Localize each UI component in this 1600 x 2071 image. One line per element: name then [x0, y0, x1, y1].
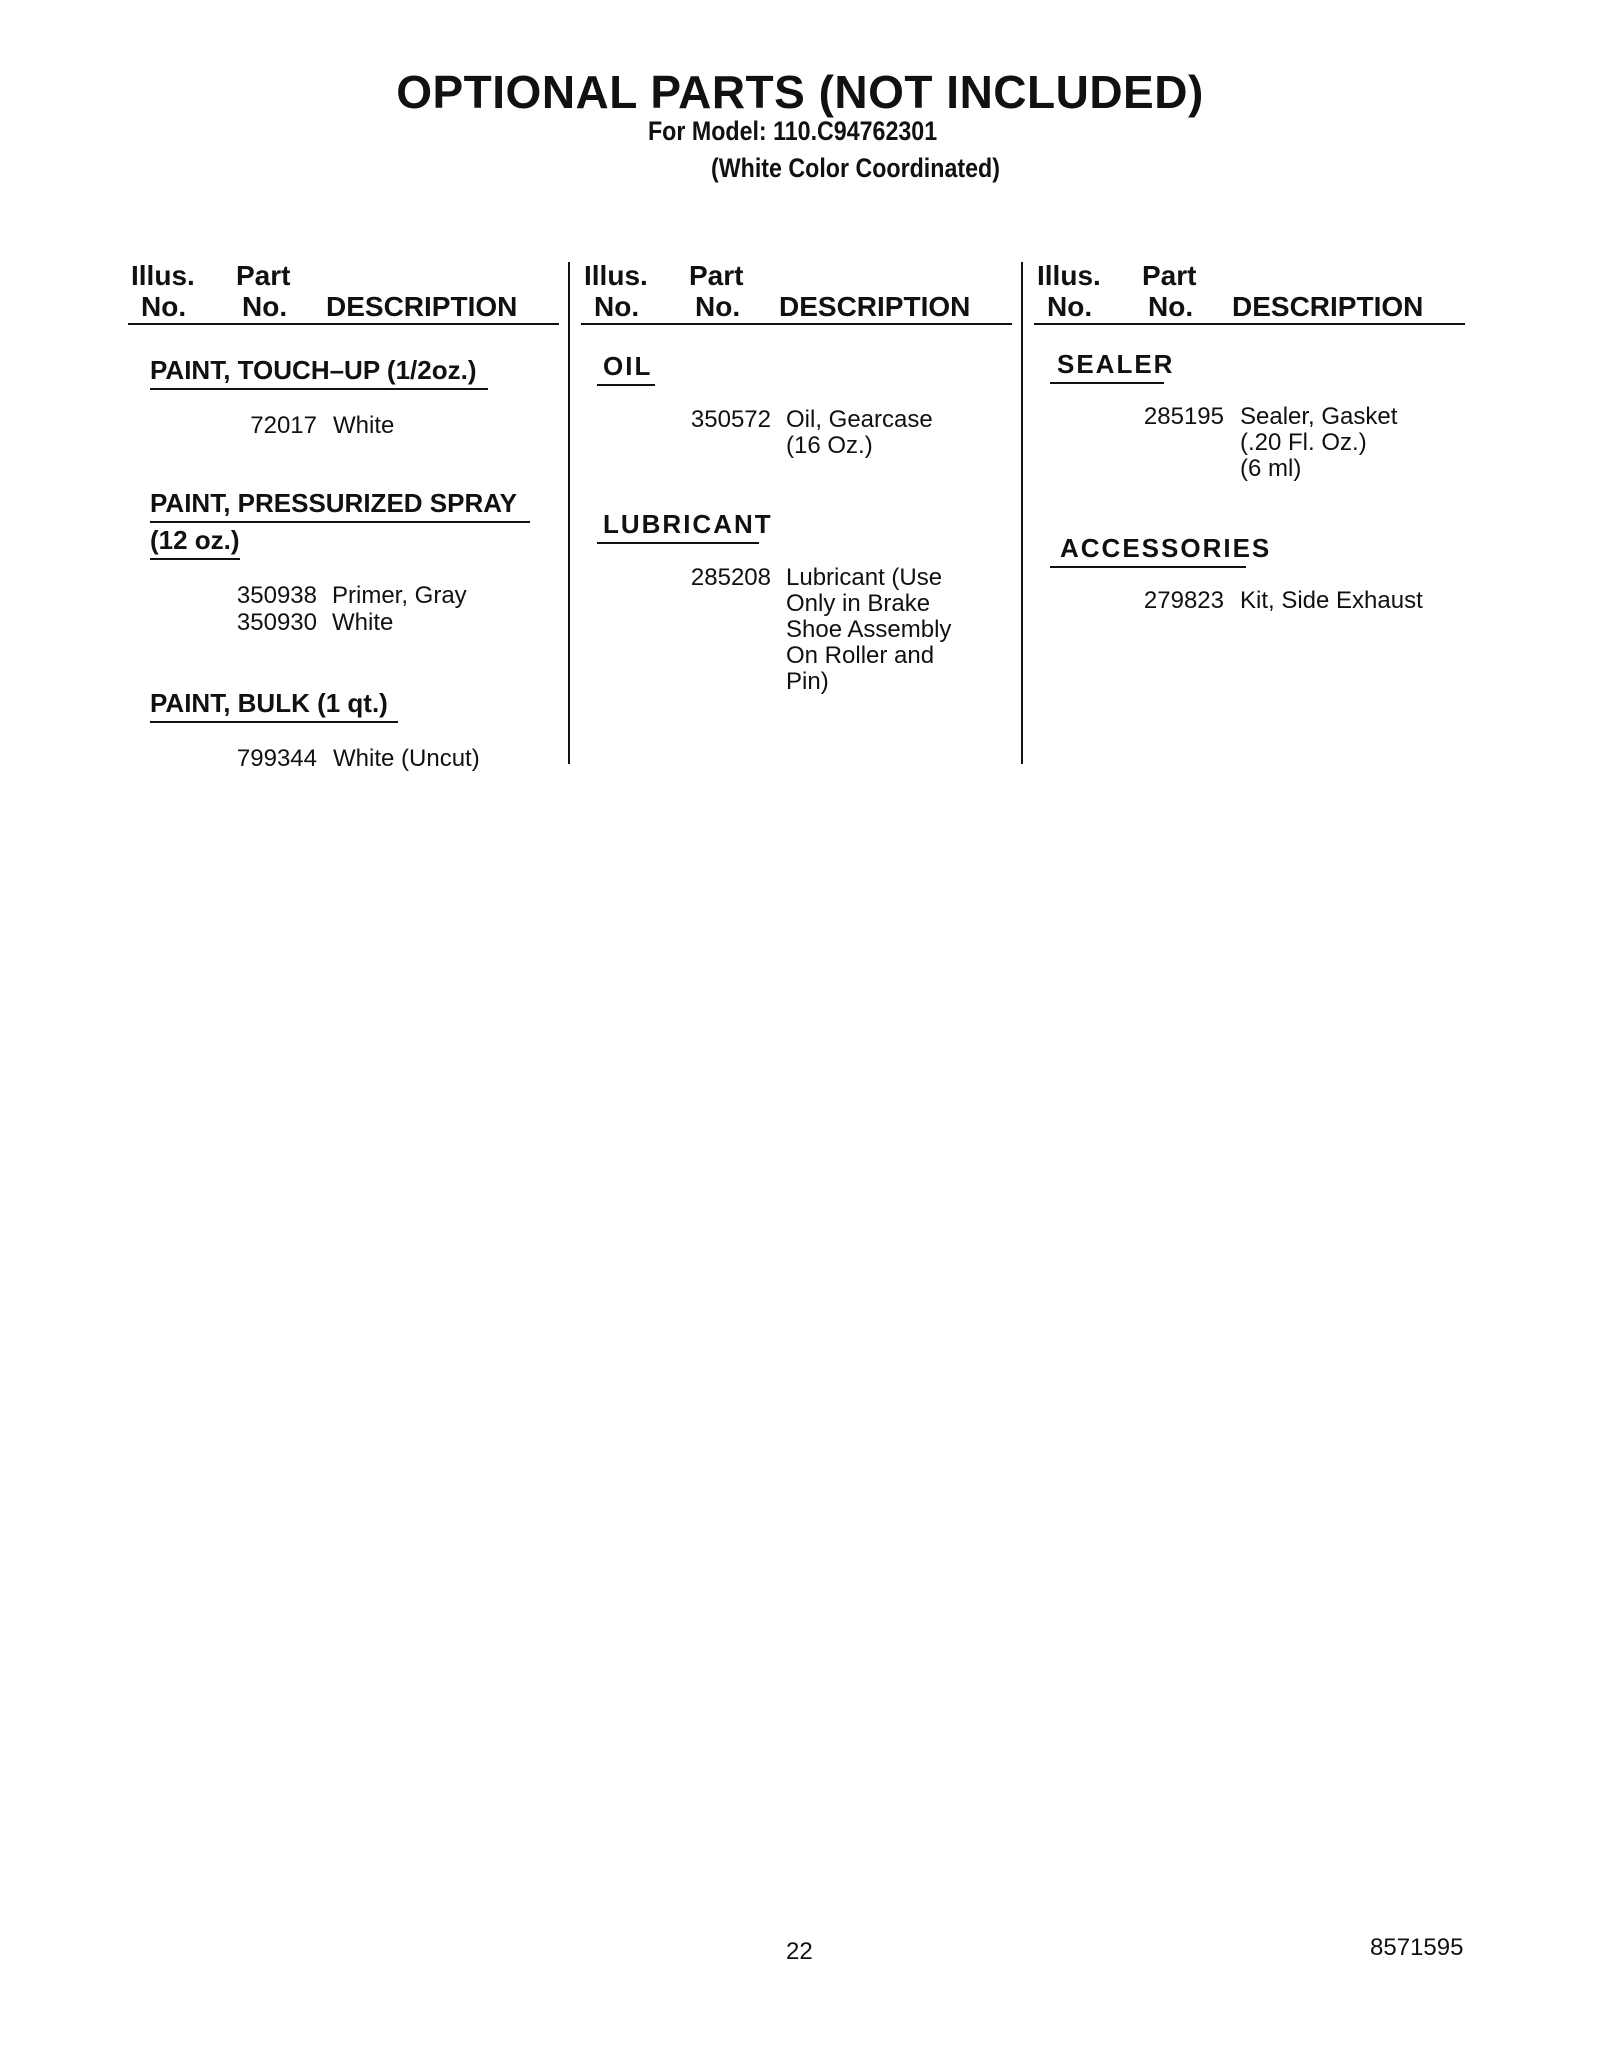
- col1-illus-header-top: Illus.: [131, 260, 195, 291]
- part-description: Only in Brake: [786, 590, 931, 617]
- col1-part-header-bottom: No.: [242, 291, 288, 322]
- section-underline: [150, 721, 398, 723]
- part-description: Kit, Side Exhaust: [1240, 587, 1423, 614]
- section-underline: [597, 542, 759, 544]
- col3-illus-header-top: Illus.: [1037, 260, 1101, 291]
- model-number-line: For Model: 110.C94762301: [648, 116, 938, 146]
- page-title: OPTIONAL PARTS (NOT INCLUDED): [396, 66, 1204, 118]
- part-description: Primer, Gray: [332, 582, 467, 609]
- col2-part-header-top: Part: [689, 260, 744, 291]
- col2-illus-header-top: Illus.: [584, 260, 648, 291]
- col1-part-header-top: Part: [236, 260, 291, 291]
- section-title-paint-touch-up: PAINT, TOUCH–UP (1/2oz.): [150, 355, 477, 385]
- section-title-paint-pressurized-spray-size: (12 oz.): [150, 525, 240, 555]
- part-description: Shoe Assembly: [786, 616, 952, 643]
- part-description: White (Uncut): [333, 745, 480, 772]
- section-underline: [1050, 382, 1164, 384]
- col1-header-rule: [128, 323, 559, 325]
- col3-header-rule: [1034, 323, 1465, 325]
- part-number: 350572: [690, 406, 771, 433]
- part-description: Lubricant (Use: [786, 564, 943, 591]
- part-number: 72017: [250, 412, 317, 439]
- part-number: 350938: [236, 582, 317, 609]
- part-description: White: [333, 412, 395, 439]
- page-number: 22: [786, 1938, 813, 1965]
- section-title-lubricant: LUBRICANT: [603, 509, 773, 539]
- col2-description-header: DESCRIPTION: [779, 291, 971, 322]
- col3-illus-header-bottom: No.: [1047, 291, 1093, 322]
- part-description: (16 Oz.): [786, 432, 873, 459]
- section-underline: [150, 521, 530, 523]
- section-title-oil: OIL: [603, 351, 653, 381]
- part-description: Sealer, Gasket: [1240, 403, 1398, 430]
- part-description: Pin): [786, 668, 829, 695]
- section-underline: [1050, 566, 1246, 568]
- section-title-paint-pressurized-spray: PAINT, PRESSURIZED SPRAY: [150, 488, 517, 518]
- col2-illus-header-bottom: No.: [594, 291, 640, 322]
- col1-illus-header-bottom: No.: [141, 291, 187, 322]
- column-divider-1: [568, 262, 570, 764]
- part-number: 279823: [1143, 587, 1224, 614]
- part-description: Oil, Gearcase: [786, 406, 933, 433]
- section-title-accessories: ACCESSORIES: [1060, 533, 1272, 563]
- section-underline: [150, 388, 488, 390]
- col3-part-header-bottom: No.: [1148, 291, 1194, 322]
- part-number: 799344: [236, 745, 317, 772]
- col2-part-header-bottom: No.: [695, 291, 741, 322]
- col3-description-header: DESCRIPTION: [1232, 291, 1424, 322]
- section-underline: [597, 384, 655, 386]
- part-description: White: [332, 609, 394, 636]
- col3-part-header-top: Part: [1142, 260, 1197, 291]
- color-coordination-line: (White Color Coordinated): [711, 153, 1000, 183]
- column-divider-2: [1021, 262, 1023, 764]
- document-number: 8571595: [1370, 1934, 1464, 1961]
- part-number: 350930: [236, 609, 317, 636]
- part-description: On Roller and: [786, 642, 935, 669]
- part-number: 285208: [690, 564, 771, 591]
- col1-description-header: DESCRIPTION: [326, 291, 518, 322]
- section-title-sealer: SEALER: [1057, 349, 1175, 379]
- part-description: (.20 Fl. Oz.): [1240, 429, 1367, 456]
- section-title-paint-bulk: PAINT, BULK (1 qt.): [150, 688, 388, 718]
- col2-header-rule: [581, 323, 1012, 325]
- part-number: 285195: [1143, 403, 1224, 430]
- part-description: (6 ml): [1240, 455, 1302, 482]
- section-underline: [150, 558, 240, 560]
